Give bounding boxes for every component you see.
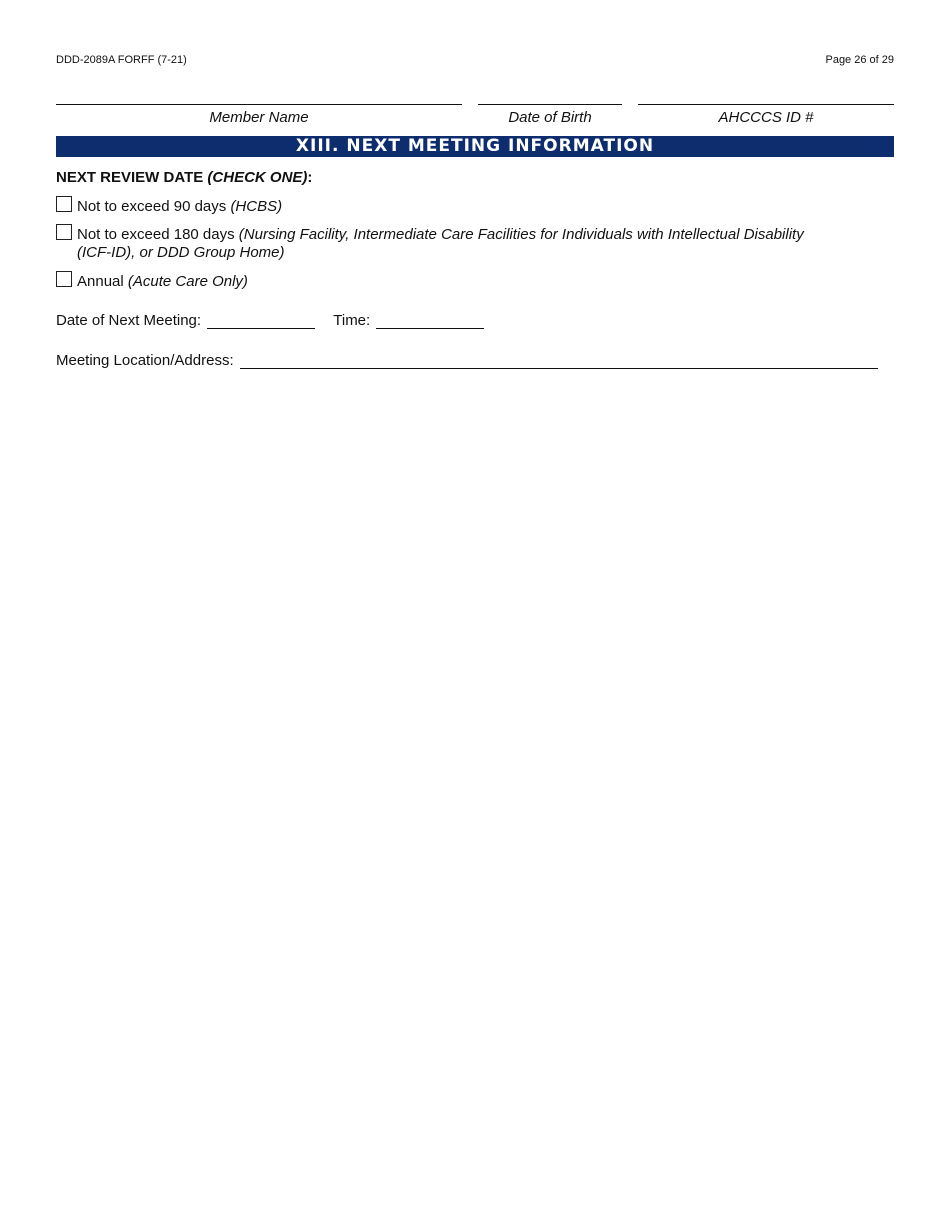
page-number: Page 26 of 29 xyxy=(825,54,894,66)
option-180-text: Not to exceed 180 days xyxy=(77,226,235,243)
option-90-italic: (HCBS) xyxy=(230,198,283,215)
section-title: XIII. NEXT MEETING INFORMATION xyxy=(56,136,894,157)
option-annual xyxy=(56,271,248,291)
option-90-days xyxy=(56,196,282,216)
date-of-birth-line xyxy=(478,104,622,105)
option-annual-text: Annual xyxy=(77,273,124,290)
meeting-location-row xyxy=(56,352,894,369)
meeting-location-label: Meeting Location/Address: xyxy=(56,352,234,369)
time-label: Time: xyxy=(333,312,371,329)
member-name-label: Member Name xyxy=(209,109,309,126)
option-annual-italic: (Acute Care Only) xyxy=(127,273,248,290)
checkbox-180-days[interactable] xyxy=(56,224,72,240)
heading-main: NEXT REVIEW DATE xyxy=(56,169,204,186)
heading-colon: : xyxy=(307,169,313,186)
date-next-meeting-input[interactable] xyxy=(207,314,315,329)
checkbox-annual[interactable] xyxy=(56,271,72,287)
checkbox-90-days[interactable] xyxy=(56,196,72,212)
ahcccs-id-field[interactable] xyxy=(638,104,894,126)
member-name-field[interactable] xyxy=(56,104,462,126)
meeting-location-input[interactable] xyxy=(240,354,878,369)
next-review-heading xyxy=(56,169,312,186)
option-180-italic: (Nursing Facility, Intermediate Care Facilities for Individuals with Intellectual Disability xyxy=(238,226,804,243)
ahcccs-id-label: AHCCCS ID # xyxy=(718,109,814,126)
date-next-meeting-label: Date of Next Meeting: xyxy=(56,312,202,329)
heading-italic: (CHECK ONE) xyxy=(207,169,308,186)
option-180-italic-cont: (ICF-ID), or DDD Group Home) xyxy=(77,244,285,261)
time-input[interactable] xyxy=(376,314,484,329)
member-name-line xyxy=(56,104,462,105)
form-id: DDD-2089A FORFF (7-21) xyxy=(56,54,187,66)
date-of-birth-field[interactable] xyxy=(478,104,622,126)
option-180-days xyxy=(56,224,894,262)
ahcccs-id-line xyxy=(638,104,894,105)
member-info-row xyxy=(56,104,894,134)
date-of-birth-label: Date of Birth xyxy=(508,109,592,126)
option-90-text: Not to exceed 90 days xyxy=(77,198,227,215)
next-meeting-row xyxy=(56,312,484,329)
